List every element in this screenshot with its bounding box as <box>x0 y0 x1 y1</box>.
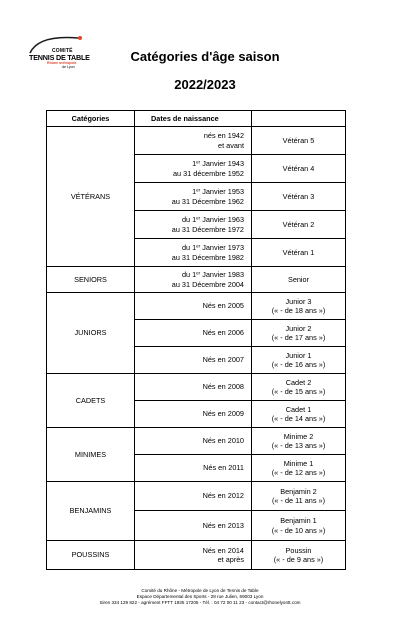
page-title: Catégories d'âge saison <box>130 49 280 64</box>
birthdate-text: Nés en 2009 <box>202 409 244 419</box>
birthdate-cell <box>135 428 252 455</box>
footer-line: Siren 334 129 822 - agrément FFTT 1935 17205 - Tél. : 04 72 00 11 23 - contact@rhonelyontt.com <box>99 599 301 605</box>
age-group-cell <box>252 511 346 541</box>
birthdate-line <box>139 159 244 168</box>
birthdate-line <box>139 546 244 555</box>
birthdate-line-2: au 31 Décembre 2004 <box>171 279 244 289</box>
logo-comite-text: COMITÉ <box>52 48 73 54</box>
birthdate-text: Janvier 1963 <box>200 215 244 225</box>
age-group-name: Vétéran 2 <box>282 219 315 229</box>
category-cell: CADETS <box>47 374 135 428</box>
birthdate-line <box>139 463 244 472</box>
birthdate-cell <box>135 374 252 401</box>
age-group-cell <box>252 211 346 239</box>
age-limit: (« - de 13 ans ») <box>271 441 326 450</box>
birthdate-text: Janvier 1983 <box>200 270 244 280</box>
age-group-cell <box>252 455 346 482</box>
category-cell: SENIORS <box>47 267 135 293</box>
birthdate-text: Janvier 1943 <box>200 159 244 169</box>
age-group-cell <box>252 347 346 374</box>
age-categories-table <box>46 110 346 570</box>
birthdate-cell <box>135 511 252 541</box>
category-cell: BENJAMINS <box>47 482 135 541</box>
age-group-name: Senior <box>287 274 310 284</box>
table-row <box>47 127 346 155</box>
table-row <box>47 374 346 401</box>
birthdate-text: Janvier 1973 <box>200 243 244 253</box>
birthdate-text: Nés en 2013 <box>202 520 244 530</box>
age-group-cell <box>252 482 346 511</box>
age-group-name: Cadet 1 <box>285 404 312 414</box>
birthdate-cell <box>135 155 252 183</box>
age-group-name: Junior 1 <box>285 350 312 360</box>
birthdate-line <box>139 409 244 418</box>
logo-name-text: TENNIS DE TABLE <box>29 53 90 62</box>
birthdate-text: Nés en 2014 <box>202 545 244 555</box>
age-limit: (« - de 15 ans ») <box>271 387 326 396</box>
birthdate-line <box>139 328 244 337</box>
age-limit: (« - de 14 ans ») <box>271 414 326 423</box>
birthdate-cell <box>135 267 252 293</box>
birthdate-line <box>139 131 244 140</box>
table-row <box>47 428 346 455</box>
age-group-name: Vétéran 5 <box>282 135 315 145</box>
age-group-cell <box>252 541 346 570</box>
birthdate-line-2: au 31 Décembre 1962 <box>171 196 244 206</box>
table-row <box>47 293 346 320</box>
birthdate-prefix: du 1 <box>181 243 197 253</box>
ordinal-suffix: er <box>196 243 201 249</box>
age-group-name: Vétéran 4 <box>282 163 315 173</box>
age-group-name: Cadet 2 <box>285 377 312 387</box>
ordinal-suffix: er <box>196 159 201 165</box>
birthdate-text: Nés en 2011 <box>203 463 244 473</box>
birthdate-line <box>139 436 244 445</box>
age-group-cell <box>252 127 346 155</box>
birthdate-line-2: au 31 Décembre 1982 <box>171 252 244 262</box>
birthdate-line <box>139 301 244 310</box>
category-cell: POUSSINS <box>47 541 135 570</box>
birthdate-cell <box>135 293 252 320</box>
category-cell: VÉTÉRANS <box>47 127 135 267</box>
birthdate-cell <box>135 541 252 570</box>
birthdate-cell <box>135 320 252 347</box>
birthdate-text: nés en 1942 <box>203 131 244 141</box>
birthdate-line <box>139 215 244 224</box>
birthdate-line <box>139 270 244 279</box>
column-header-dates: Dates de naissance <box>135 111 252 127</box>
birthdate-text: Janvier 1953 <box>200 187 244 197</box>
birthdate-line <box>139 355 244 364</box>
table-row <box>47 482 346 511</box>
age-group-cell <box>252 293 346 320</box>
birthdate-line <box>139 521 244 530</box>
age-group-cell <box>252 320 346 347</box>
birthdate-cell <box>135 183 252 211</box>
birthdate-text: Nés en 2005 <box>202 301 244 311</box>
logo-region-text: Rhône métropole <box>47 61 77 65</box>
age-group-name: Junior 2 <box>285 323 312 333</box>
age-group-name: Minime 1 <box>283 458 314 468</box>
season-title: 2022/2023 <box>174 77 236 92</box>
column-header-categories: Catégories <box>47 111 135 127</box>
birthdate-prefix: 1 <box>192 159 197 169</box>
birthdate-line <box>139 382 244 391</box>
birthdate-cell <box>135 127 252 155</box>
age-group-name: Benjamin 2 <box>280 486 317 496</box>
age-group-cell <box>252 374 346 401</box>
age-limit: (« - de 17 ans ») <box>271 333 326 342</box>
age-group-name: Minime 2 <box>283 431 314 441</box>
birthdate-line <box>139 491 244 500</box>
age-group-cell <box>252 155 346 183</box>
footer-line: Espace Départemental des Sports - 28 rue Julien, 69003 Lyon <box>136 593 264 599</box>
birthdate-line-2: au 31 Décembre 1972 <box>171 224 244 234</box>
age-limit: (« - de 10 ans ») <box>271 525 326 535</box>
age-group-cell <box>252 401 346 428</box>
age-limit: (« - de 11 ans ») <box>272 496 325 505</box>
birthdate-cell <box>135 239 252 267</box>
age-limit: (« - de 12 ans ») <box>271 468 326 477</box>
age-limit: (« - de 9 ans ») <box>273 555 324 564</box>
table-row <box>47 541 346 570</box>
birthdate-line <box>139 187 244 196</box>
table-body <box>47 127 346 570</box>
birthdate-cell <box>135 211 252 239</box>
birthdate-text: Nés en 2010 <box>202 436 244 446</box>
birthdate-cell <box>135 455 252 482</box>
column-header-name <box>252 111 346 127</box>
birthdate-prefix: 1 <box>192 187 197 197</box>
age-group-name: Vétéran 1 <box>282 247 315 257</box>
birthdate-line-2: et après <box>217 555 244 564</box>
age-group-cell <box>252 428 346 455</box>
birthdate-cell <box>135 401 252 428</box>
birthdate-prefix: du 1 <box>181 270 197 280</box>
age-group-cell <box>252 239 346 267</box>
table-header-row <box>47 111 346 127</box>
birthdate-text: Nés en 2006 <box>202 328 244 338</box>
age-group-name: Junior 3 <box>285 296 312 306</box>
age-group-name: Benjamin 1 <box>280 516 317 526</box>
table-row <box>47 267 346 293</box>
birthdate-line-2: et avant <box>218 140 244 150</box>
age-limit: (« - de 18 ans ») <box>271 306 326 315</box>
age-group-cell <box>252 183 346 211</box>
footer-line: Comité du Rhône - Métropole de Lyon de Tennis de Table <box>141 588 259 593</box>
category-cell: MINIMES <box>47 428 135 482</box>
age-group-cell <box>252 267 346 293</box>
birthdate-cell <box>135 482 252 511</box>
birthdate-prefix: du 1 <box>181 215 197 225</box>
footer <box>0 588 400 605</box>
ordinal-suffix: er <box>196 187 201 193</box>
category-cell: JUNIORS <box>47 293 135 374</box>
birthdate-text: Nés en 2008 <box>202 382 244 392</box>
birthdate-line <box>139 243 244 252</box>
ordinal-suffix: er <box>196 270 201 276</box>
birthdate-text: Nés en 2007 <box>202 355 244 365</box>
ordinal-suffix: er <box>196 215 201 221</box>
birthdate-cell <box>135 347 252 374</box>
birthdate-line-2: au 31 décembre 1952 <box>173 168 244 178</box>
age-group-name: Poussin <box>285 545 312 555</box>
age-group-name: Vétéran 3 <box>282 191 315 201</box>
logo-region-text-2: de Lyon <box>62 65 75 69</box>
age-limit: (« - de 16 ans ») <box>271 360 326 369</box>
birthdate-text: Nés en 2012 <box>202 491 244 501</box>
